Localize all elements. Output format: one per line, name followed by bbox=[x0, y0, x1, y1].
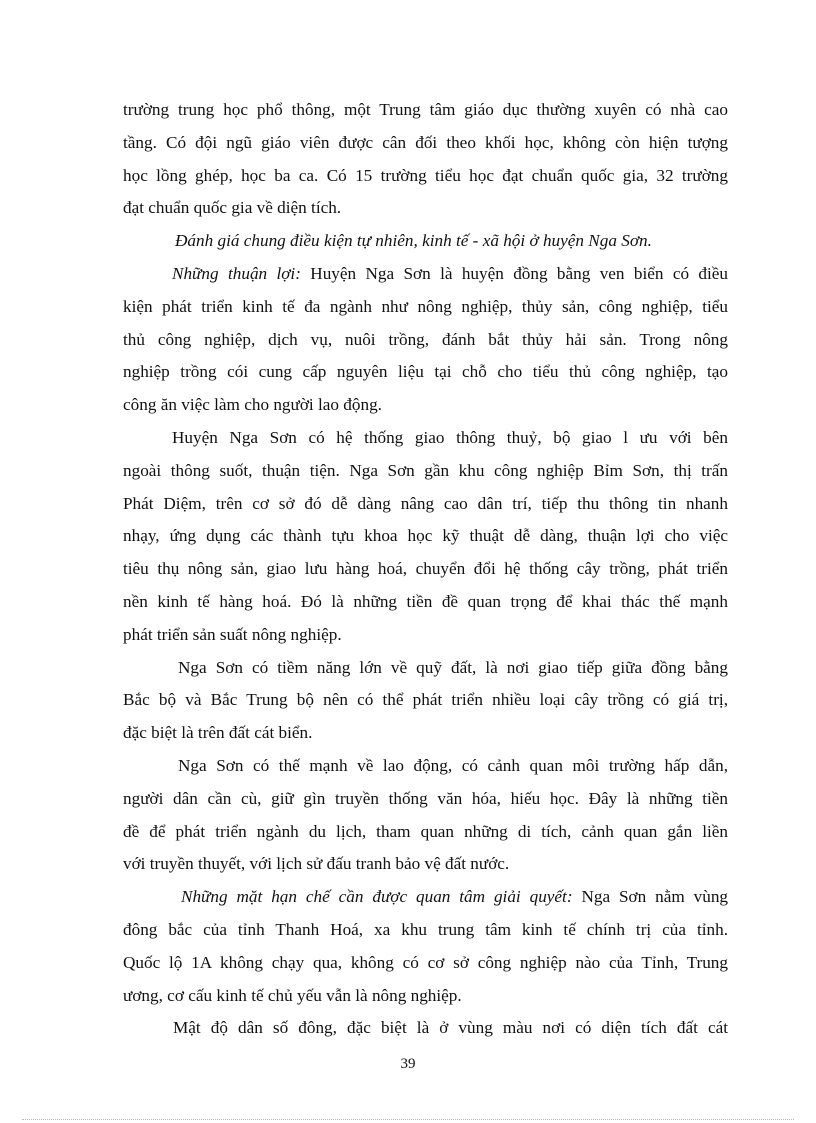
text-line: tầng. Có đội ngũ giáo viên được cân đối theo khối học, không còn hiện tượng bbox=[123, 132, 728, 152]
page-divider bbox=[22, 1119, 794, 1120]
paragraph-limitations bbox=[123, 881, 728, 1012]
text-span: Huyện Nga Sơn là huyện đồng bằng ven biển có điều bbox=[300, 263, 728, 283]
text-line: đặc biệt là trên đất cát biển. bbox=[123, 723, 313, 743]
text-line bbox=[123, 881, 728, 914]
text-span: Nga Sơn nằm vùng bbox=[572, 887, 729, 907]
page-body bbox=[123, 94, 728, 1045]
text-line: thủ công nghiệp, dịch vụ, nuôi trồng, đánh bắt thủy hải sản. Trong nông bbox=[123, 329, 728, 349]
limitations-lead: Những mặt hạn chế cần được quan tâm giải quyết: bbox=[181, 887, 573, 907]
text-line: nhạy, ứng dụng các thành tựu khoa học kỹ thuật dễ dàng, thuận lợi cho việc bbox=[123, 526, 728, 546]
page-number: 39 bbox=[400, 1056, 416, 1072]
text-line: nghiệp trồng cói cung cấp nguyên liệu tại chỗ cho tiểu thủ công nghiệp, tạo bbox=[123, 362, 728, 382]
text-line: đạt chuẩn quốc gia về diện tích. bbox=[123, 198, 342, 218]
text-line: công ăn việc làm cho người lao động. bbox=[123, 395, 382, 415]
text-line: người dân cần cù, giữ gìn truyền thống văn hóa, hiếu học. Đây là những tiền bbox=[123, 788, 728, 808]
advantages-lead: Những thuận lợi: bbox=[172, 263, 301, 283]
text-line: Huyện Nga Sơn có hệ thống giao thông thuỷ, bộ giao l ưu với bên bbox=[172, 427, 728, 447]
text-line: Phát Diệm, trên cơ sở đó dễ dàng nâng cao dân trí, tiếp thu thông tin nhanh bbox=[123, 493, 728, 513]
text-line: phát triển sản suất nông nghiệp. bbox=[123, 624, 342, 644]
paragraph-transport bbox=[123, 422, 728, 652]
text-line: trường trung học phổ thông, một Trung tâm giáo dục thường xuyên có nhà cao bbox=[123, 100, 728, 119]
paragraph-schools bbox=[123, 94, 728, 225]
paragraph-labor bbox=[123, 750, 728, 881]
text-line: ương, cơ cấu kinh tế chủ yếu vẫn là nông nghiệp. bbox=[123, 985, 462, 1005]
text-line: Bắc bộ và Bắc Trung bộ nên có thể phát triển nhiều loại cây trồng có giá trị, bbox=[123, 690, 728, 710]
text-line: học lồng ghép, học ba ca. Có 15 trường tiểu học đạt chuẩn quốc gia, 32 trường bbox=[123, 165, 728, 185]
text-line: Quốc lộ 1A không chạy qua, không có cơ sở công nghiệp nào của Tỉnh, Trung bbox=[123, 952, 728, 972]
section-heading: Đánh giá chung điều kiện tự nhiên, kinh tế - xã hội ở huyện Nga Sơn. bbox=[175, 231, 652, 251]
text-line: Nga Sơn có thế mạnh về lao động, có cảnh quan môi trường hấp dẫn, bbox=[178, 755, 728, 775]
text-line: đông bắc của tỉnh Thanh Hoá, xa khu trung tâm kinh tế chính trị của tỉnh. bbox=[123, 919, 728, 939]
paragraph-advantages bbox=[123, 258, 728, 422]
text-line: Nga Sơn có tiềm năng lớn về quỹ đất, là nơi giao tiếp giữa đồng bằng bbox=[178, 657, 728, 677]
text-line: ngoài thông suốt, thuận tiện. Nga Sơn gần khu công nghiệp Bỉm Sơn, thị trấn bbox=[123, 460, 728, 480]
text-line: với truyền thuyết, với lịch sử đấu tranh bảo vệ đất nước. bbox=[123, 854, 510, 874]
text-line: đề để phát triển ngành du lịch, tham quan những di tích, cảnh quan gắn liền bbox=[123, 821, 728, 841]
paragraph-land bbox=[123, 652, 728, 750]
paragraph-population bbox=[123, 1012, 728, 1045]
text-line: nền kinh tế hàng hoá. Đó là những tiền đề quan trọng để khai thác thế mạnh bbox=[123, 591, 728, 611]
text-line: kiện phát triển kinh tế đa ngành như nông nghiệp, thủy sản, công nghiệp, tiểu bbox=[123, 296, 728, 316]
text-line bbox=[123, 258, 728, 291]
text-line: tiêu thụ nông sản, giao lưu hàng hoá, chuyển đổi hệ thống cây trồng, phát triển bbox=[123, 559, 728, 579]
text-line: Mật độ dân số đông, đặc biệt là ở vùng màu nơi có diện tích đất cát bbox=[173, 1018, 728, 1038]
